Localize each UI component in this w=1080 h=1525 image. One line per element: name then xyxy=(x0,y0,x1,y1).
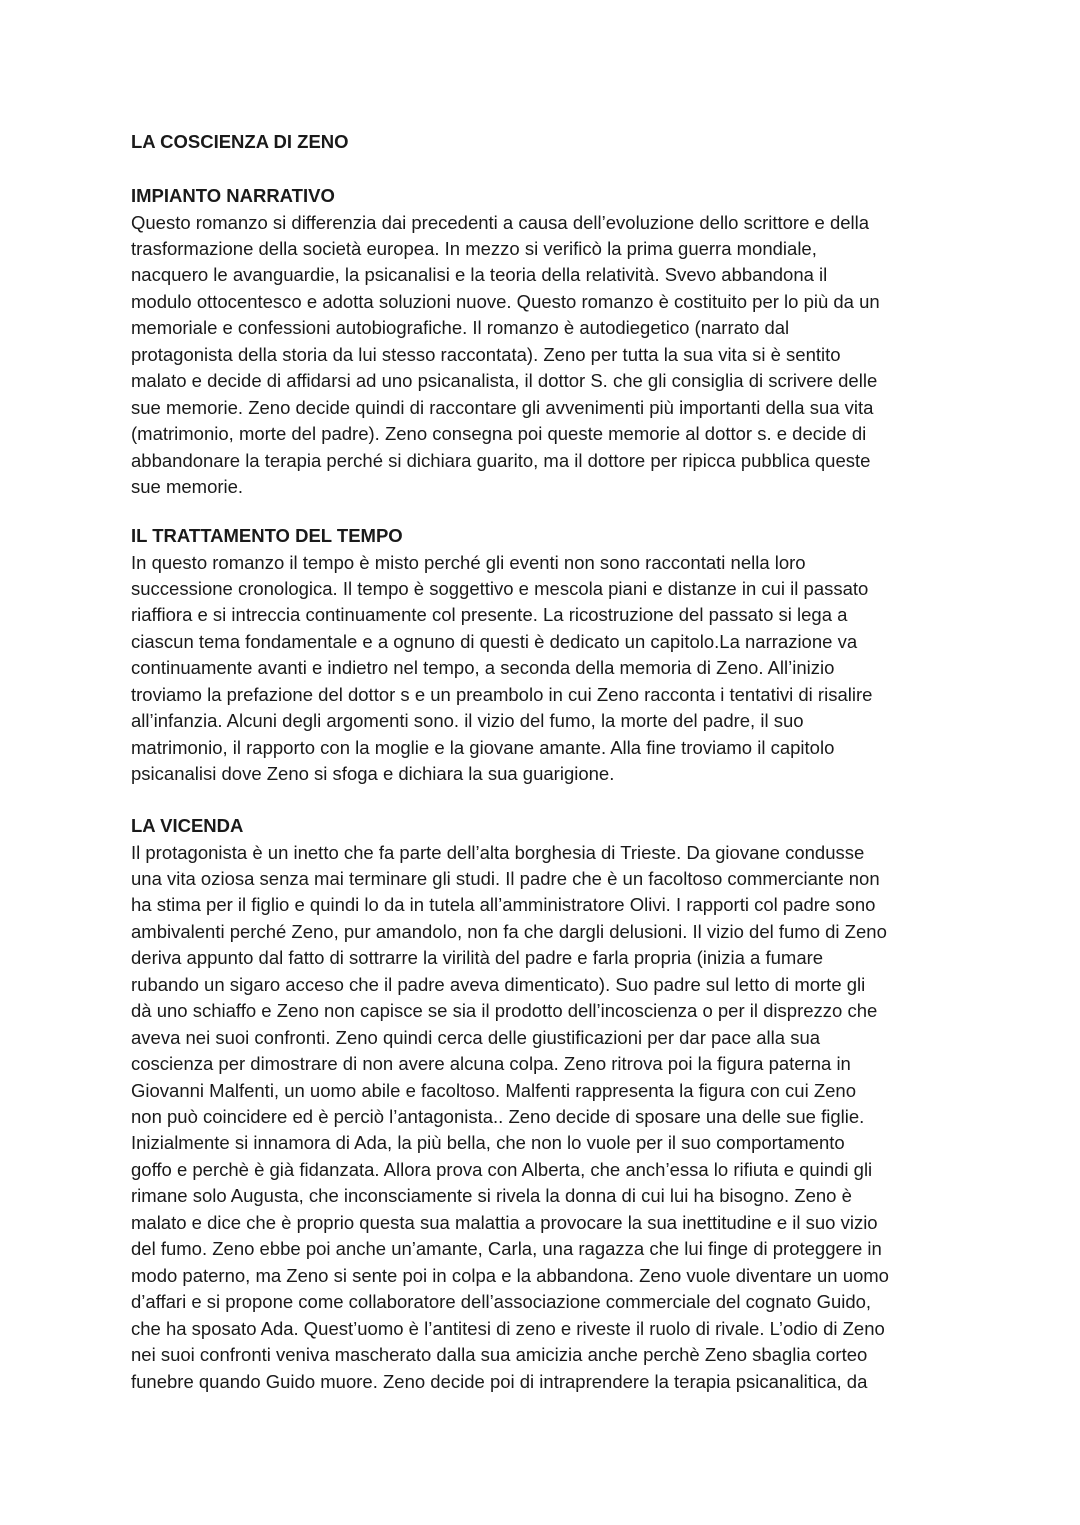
paragraph-line: matrimonio, il rapporto con la moglie e la giovane amante. Alla fine troviamo il capitolo xyxy=(131,736,835,758)
paragraph-line: dà uno schiaffo e Zeno non capisce se sia il prodotto dell’incoscienza o per il disprezzo che xyxy=(131,1000,878,1022)
paragraph-line: aveva nei suoi confronti. Zeno quindi cerca delle giustificazioni per dar pace alla sua xyxy=(131,1026,821,1048)
paragraph-line: nei suoi confronti veniva mascherato dalla sua amicizia anche perchè Zeno sbaglia corteo xyxy=(131,1344,868,1366)
paragraph-line: successione cronologica. Il tempo è soggettivo e mescola piani e distanze in cui il passato xyxy=(131,577,869,599)
paragraph-line: riaffiora e si intreccia continuamente col presente. La ricostruzione del passato si lega a xyxy=(131,604,848,626)
paragraph-line: (matrimonio, morte del padre). Zeno consegna poi queste memorie al dottor s. e decide di xyxy=(131,423,867,445)
paragraph-line: nacquero le avanguardie, la psicanalisi e la teoria della relatività. Svevo abbandona il xyxy=(131,264,828,286)
document-title: LA COSCIENZA DI ZENO xyxy=(131,131,349,152)
paragraph-line: sue memorie. Zeno decide quindi di raccontare gli avvenimenti più importanti della sua vita xyxy=(131,396,874,418)
paragraph-line: deriva appunto dal fatto di sottrarre la virilità del padre e farla propria (inizia a fumare xyxy=(131,947,824,969)
paragraph-line: sue memorie. xyxy=(131,476,244,498)
paragraph-line: trasformazione della società europea. In mezzo si verificò la prima guerra mondiale, xyxy=(131,237,817,259)
paragraph-line: rimane solo Augusta, che inconsciamente si rivela la donna di cui lui ha bisogno. Zeno è xyxy=(131,1185,852,1207)
paragraph-line: malato e dice che è proprio questa sua malattia a provocare la sua inettitudine e il suo vizio xyxy=(131,1211,878,1233)
paragraph-line: coscienza per dimostrare di non avere alcuna colpa. Zeno ritrova poi la figura paterna in xyxy=(131,1053,851,1075)
paragraph-line: Il protagonista è un inetto che fa parte dell’alta borghesia di Trieste. Da giovane condusse xyxy=(131,841,865,863)
paragraph-line: troviamo la prefazione del dottor s e un preambolo in cui Zeno racconta i tentativi di risalire xyxy=(131,683,873,705)
paragraph-line: malato e decide di affidarsi ad uno psicanalista, il dottor S. che gli consiglia di scrivere delle xyxy=(131,370,878,392)
paragraph-line: protagonista della storia da lui stesso raccontata). Zeno per tutta la sua vita si è sentito xyxy=(131,343,841,365)
paragraph-line: Questo romanzo si differenzia dai precedenti a causa dell’evoluzione dello scrittore e della xyxy=(131,211,870,233)
paragraph-line: funebre quando Guido muore. Zeno decide poi di intraprendere la terapia psicanalitica, da xyxy=(131,1370,868,1392)
section-la-vicenda xyxy=(131,813,961,1395)
paragraph-line: memoriale e confessioni autobiografiche. Il romanzo è autodiegetico (narrato dal xyxy=(131,317,790,339)
paragraph-line: psicanalisi dove Zeno si sfoga e dichiara la sua guarigione. xyxy=(131,763,615,785)
paragraph-line: Inizialmente si innamora di Ada, la più bella, che non lo vuole per il suo comportamento xyxy=(131,1132,845,1154)
paragraph-line: modulo ottocentesco e adotta soluzioni nuove. Questo romanzo è costituito per lo più da un xyxy=(131,290,880,312)
paragraph-line: all’infanzia. Alcuni degli argomenti sono. il vizio del fumo, la morte del padre, il suo xyxy=(131,710,804,732)
paragraph-line: non può coincidere ed è perciò l’antagonista.. Zeno decide di sposare una delle sue figlie. xyxy=(131,1106,865,1128)
paragraph-line: ambivalenti perché Zeno, pur amandolo, non fa che dargli delusioni. Il vizio del fumo di Zeno xyxy=(131,920,887,942)
paragraph-line: che ha sposato Ada. Quest’uomo è l’antitesi di zeno e riveste il ruolo di rivale. L’odio di Zeno xyxy=(131,1317,885,1339)
paragraph-line: goffo e perchè è già fidanzata. Allora prova con Alberta, che anch’essa lo rifiuta e quindi gli xyxy=(131,1158,873,1180)
paragraph-line: rubando un sigaro acceso che il padre aveva dimenticato). Suo padre sul letto di morte gli xyxy=(131,973,866,995)
section-heading: LA VICENDA xyxy=(131,815,244,836)
section-heading: IL TRATTAMENTO DEL TEMPO xyxy=(131,525,403,546)
paragraph-line: del fumo. Zeno ebbe poi anche un’amante, Carla, una ragazza che lui finge di proteggere in xyxy=(131,1238,882,1260)
section-trattamento-del-tempo xyxy=(131,523,961,788)
paragraph-line: In questo romanzo il tempo è misto perché gli eventi non sono raccontati nella loro xyxy=(131,551,806,573)
section-impianto-narrativo xyxy=(131,183,961,500)
paragraph-line: continuamente avanti e indietro nel tempo, a seconda della memoria di Zeno. All’inizio xyxy=(131,657,835,679)
paragraph-line: ha stima per il figlio e quindi lo da in tutela all’amministratore Olivi. I rapporti col padre sono xyxy=(131,894,876,916)
paragraph-line: ciascun tema fondamentale e a ognuno di questi è dedicato un capitolo.La narrazione va xyxy=(131,630,858,652)
section-heading: IMPIANTO NARRATIVO xyxy=(131,185,335,206)
paragraph-line: Giovanni Malfenti, un uomo abile e facoltoso. Malfenti rappresenta la figura con cui Zeno xyxy=(131,1079,856,1101)
paragraph-line: una vita oziosa senza mai terminare gli studi. Il padre che è un facoltoso commerciante non xyxy=(131,867,880,889)
paragraph-line: modo paterno, ma Zeno si sente poi in colpa e la abbandona. Zeno vuole diventare un uomo xyxy=(131,1264,889,1286)
paragraph-line: abbandonare la terapia perché si dichiara guarito, ma il dottore per ripicca pubblica queste xyxy=(131,449,871,471)
paragraph-line: d’affari e si propone come collaboratore dell’associazione commerciale del cognato Guido, xyxy=(131,1291,872,1313)
